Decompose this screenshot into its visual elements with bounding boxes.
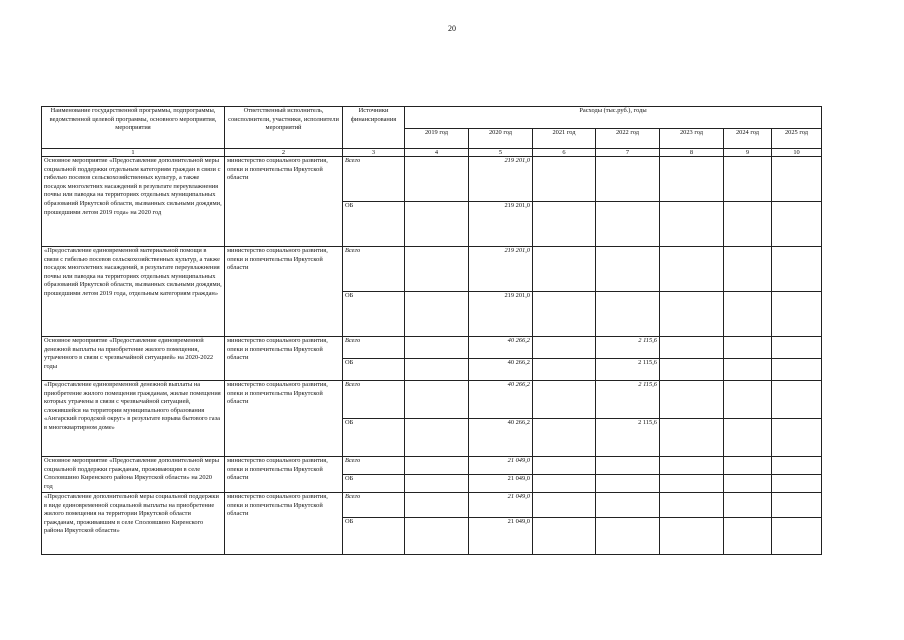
- amount-total: 40 266,2: [469, 337, 533, 359]
- amount-total: [405, 381, 469, 419]
- amount-total: [533, 493, 596, 518]
- page-number: 20: [448, 24, 456, 33]
- amount-total: 21 049,0: [469, 457, 533, 475]
- amount-ob: 21 049,0: [469, 475, 533, 493]
- amount-total: [596, 247, 660, 292]
- amount-ob: 219 201,0: [469, 292, 533, 337]
- amount-ob: [724, 359, 772, 381]
- amount-ob: [660, 518, 724, 555]
- expenses-table: [41, 106, 822, 555]
- amount-ob: [533, 292, 596, 337]
- column-number: 7: [596, 149, 660, 157]
- amount-total: [772, 247, 822, 292]
- table-row: [42, 457, 822, 475]
- amount-ob: [772, 475, 822, 493]
- amount-total: [405, 247, 469, 292]
- amount-total: [724, 247, 772, 292]
- amount-ob: [660, 202, 724, 247]
- amount-total: 21 049,0: [469, 493, 533, 518]
- amount-ob: [405, 419, 469, 457]
- amount-total: [660, 493, 724, 518]
- measure-name: Основное мероприятие «Предоставление дополнительной меры социальной поддержки отдельным категориям граждан в связи с гибелью посевов сельскохозяйственных культур, а также посадок многолетних насаждений в результате переувлажнения почвы или паводка на территориях отдельных муниципальных образований Иркутской области, вызванных сильными дождями, прошедшими летом 2019 года» на 2020 год: [42, 157, 225, 247]
- amount-ob: [533, 518, 596, 555]
- column-number: 1: [42, 149, 225, 157]
- amount-total: [724, 337, 772, 359]
- amount-ob: 40 266,2: [469, 419, 533, 457]
- amount-ob: [533, 202, 596, 247]
- header-year: 2020 год: [469, 129, 533, 149]
- source-ob-label: ОБ: [343, 419, 405, 457]
- amount-total: [724, 381, 772, 419]
- amount-total: [660, 381, 724, 419]
- amount-ob: 2 115,6: [596, 359, 660, 381]
- amount-total: [405, 157, 469, 202]
- column-number: 9: [724, 149, 772, 157]
- column-number-row: [42, 149, 822, 157]
- measure-name: «Предоставление дополнительной меры социальной поддержки в виде единовременной социальной выплаты на приобретение жилого помещения на территории Иркутской области гражданам, проживавшим в селе Споловшино Киренского района Иркутской области»: [42, 493, 225, 555]
- amount-ob: [533, 359, 596, 381]
- amount-total: 219 201,0: [469, 157, 533, 202]
- measure-name: «Предоставление единовременной материальной помощи в связи с гибелью посевов сельскохозяйственных культур, а также посадок многолетних насаждений, в результате переувлажнения почвы или паводка на территориях отдельных муниципальных образований Иркутской области, вызванных сильными дождями, прошедшими летом 2019 года, отдельным категориям граждан»: [42, 247, 225, 337]
- amount-total: 40 266,2: [469, 381, 533, 419]
- amount-ob: [660, 419, 724, 457]
- amount-ob: [772, 359, 822, 381]
- amount-total: 2 115,6: [596, 381, 660, 419]
- executor: министерство социального развития, опеки и попечительства Иркутской области: [225, 337, 343, 381]
- amount-ob: [772, 419, 822, 457]
- amount-total: 2 115,6: [596, 337, 660, 359]
- amount-ob: [724, 475, 772, 493]
- amount-ob: 2 115,6: [596, 419, 660, 457]
- source-ob-label: ОБ: [343, 202, 405, 247]
- executor: министерство социального развития, опеки и попечительства Иркутской области: [225, 457, 343, 493]
- amount-total: [405, 457, 469, 475]
- column-number: 3: [343, 149, 405, 157]
- executor: министерство социального развития, опеки и попечительства Иркутской области: [225, 381, 343, 457]
- source-ob-label: ОБ: [343, 359, 405, 381]
- amount-ob: 219 201,0: [469, 202, 533, 247]
- amount-ob: [405, 518, 469, 555]
- source-total-label: Всего: [343, 457, 405, 475]
- amount-ob: [724, 419, 772, 457]
- header-executor: Ответственный исполнитель, соисполнители, участники, исполнители мероприятий: [225, 107, 343, 149]
- source-total-label: Всего: [343, 381, 405, 419]
- amount-total: [405, 493, 469, 518]
- amount-total: [596, 493, 660, 518]
- amount-ob: [724, 202, 772, 247]
- source-total-label: Всего: [343, 337, 405, 359]
- amount-ob: [772, 202, 822, 247]
- measure-name: «Предоставление единовременной денежной выплаты на приобретение жилого помещения гражданам, жилые помещения которых утрачены в связи с чрезвычайной ситуацией, сложившейся на территории муниципального образования «Ангарский городской округ» в результате взрыва бытового газа в многоквартирном доме»: [42, 381, 225, 457]
- header-year: 2024 год: [724, 129, 772, 149]
- amount-ob: [405, 475, 469, 493]
- header-year: 2023 год: [660, 129, 724, 149]
- amount-ob: [405, 202, 469, 247]
- table-body: [42, 157, 822, 555]
- amount-total: [724, 457, 772, 475]
- amount-ob: [596, 292, 660, 337]
- executor: министерство социального развития, опеки и попечительства Иркутской области: [225, 493, 343, 555]
- table-row: [42, 247, 822, 292]
- amount-ob: [772, 292, 822, 337]
- amount-ob: [724, 292, 772, 337]
- table-row: [42, 337, 822, 359]
- amount-total: [596, 457, 660, 475]
- measure-name: Основное мероприятие «Предоставление дополнительной меры социальной поддержки гражданам, проживающим в селе Споловшино Киренского района Иркутской области» на 2020 год: [42, 457, 225, 493]
- table-row: [42, 381, 822, 419]
- amount-ob: [533, 475, 596, 493]
- amount-total: [533, 381, 596, 419]
- amount-total: 219 201,0: [469, 247, 533, 292]
- amount-ob: [660, 292, 724, 337]
- amount-total: [533, 457, 596, 475]
- amount-total: [660, 337, 724, 359]
- amount-total: [772, 381, 822, 419]
- amount-ob: [596, 475, 660, 493]
- amount-ob: [660, 359, 724, 381]
- source-ob-label: ОБ: [343, 475, 405, 493]
- amount-ob: [405, 359, 469, 381]
- header-year: 2019 год: [405, 129, 469, 149]
- amount-total: [724, 157, 772, 202]
- amount-total: [772, 457, 822, 475]
- amount-ob: [724, 518, 772, 555]
- header-year: 2022 год: [596, 129, 660, 149]
- column-number: 6: [533, 149, 596, 157]
- source-ob-label: ОБ: [343, 292, 405, 337]
- amount-ob: 21 049,0: [469, 518, 533, 555]
- amount-total: [660, 157, 724, 202]
- amount-ob: [533, 419, 596, 457]
- source-ob-label: ОБ: [343, 518, 405, 555]
- amount-ob: [405, 292, 469, 337]
- source-total-label: Всего: [343, 493, 405, 518]
- column-number: 10: [772, 149, 822, 157]
- amount-ob: 40 266,2: [469, 359, 533, 381]
- header-year: 2025 год: [772, 129, 822, 149]
- amount-total: [533, 337, 596, 359]
- source-total-label: Всего: [343, 247, 405, 292]
- amount-total: [405, 337, 469, 359]
- source-total-label: Всего: [343, 157, 405, 202]
- header-source: Источники финансирования: [343, 107, 405, 149]
- table-row: [42, 493, 822, 518]
- amount-total: [660, 247, 724, 292]
- table-row: [42, 157, 822, 202]
- amount-total: [596, 157, 660, 202]
- column-number: 5: [469, 149, 533, 157]
- amount-ob: [596, 202, 660, 247]
- amount-total: [533, 247, 596, 292]
- amount-total: [772, 493, 822, 518]
- measure-name: Основное мероприятие «Предоставление единовременной денежной выплаты на приобретение жилого помещения, утраченного в связи с чрезвычайной ситуацией» на 2020-2022 годы: [42, 337, 225, 381]
- column-number: 2: [225, 149, 343, 157]
- column-number: 8: [660, 149, 724, 157]
- amount-total: [772, 157, 822, 202]
- amount-ob: [660, 475, 724, 493]
- header-expenses: Расходы (тыс.руб.), годы: [405, 107, 822, 129]
- column-number: 4: [405, 149, 469, 157]
- executor: министерство социального развития, опеки и попечительства Иркутской области: [225, 157, 343, 247]
- amount-ob: [772, 518, 822, 555]
- header-program: Наименование государственной программы, подпрограммы, ведомственной целевой программы, основного мероприятия, мероприятия: [42, 107, 225, 149]
- amount-total: [772, 337, 822, 359]
- amount-total: [660, 457, 724, 475]
- amount-total: [533, 157, 596, 202]
- amount-ob: [596, 518, 660, 555]
- executor: министерство социального развития, опеки и попечительства Иркутской области: [225, 247, 343, 337]
- amount-total: [724, 493, 772, 518]
- header-year: 2021 год: [533, 129, 596, 149]
